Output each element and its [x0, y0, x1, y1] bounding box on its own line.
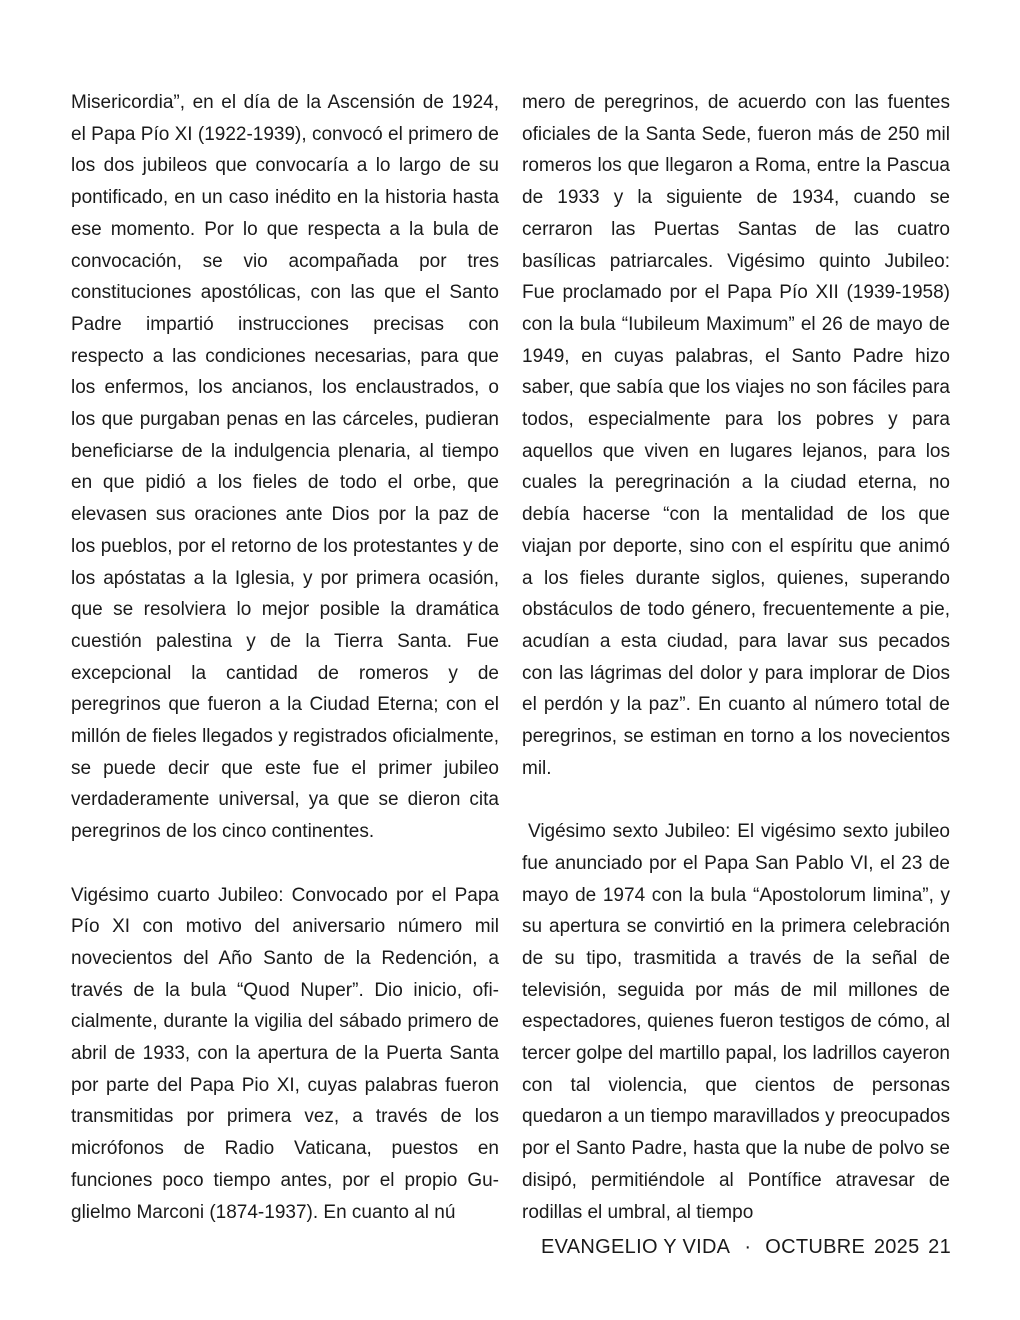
left-column — [71, 87, 499, 1228]
issue-month: OCTUBRE — [765, 1236, 866, 1258]
publication-name: EVANGELIO Y VIDA — [541, 1236, 731, 1258]
body-paragraph: Vigésimo sexto Jubileo: El vigésimo sexto jubileo fue anunciado por el Papa San Pablo VI, el 23 de mayo de 1974 con la bula “Apostolorum limina”, y su apertura se convirtió en la primera celebración de su tipo, trasmitida a través de la señal de televisión, seguida por más de mil millones de espectadores, quienes fueron testigos de cómo, al tercer golpe del martillo papal, los ladrillos cayeron con tal violencia, que cientos de personas quedaron a un tiempo maravillados y preocupados por el Santo Padre, hasta que la nube de polvo se disipó, permitiéndole al Pontífice atravesar de rodillas el umbral, al tiempo — [522, 821, 950, 1223]
body-paragraph: Vigésimo cuarto Jubileo: Convocado por el Papa Pío XI con motivo del aniversario número mil novecientos del Año Santo de la Redención, a través de la bula “Quod Nuper”. Dio inicio, oficialmente, durante la vigilia del sábado primero de abril de 1933, con la apertura de la Puerta Santa por parte del Papa Pio XI, cuyas palabras fueron transmitidas por primera vez, a través de los micrófonos de Radio Vaticana, puestos en funciones poco tiempo antes, por el propio Guglielmo Marconi (1874-1937). En cuanto al nú — [71, 884, 499, 1223]
right-column — [522, 87, 950, 1228]
footer-separator: · — [744, 1236, 752, 1258]
body-paragraph: mero de peregrinos, de acuerdo con las fuentes oficiales de la Santa Sede, fueron más de 250 mil romeros los que llegaron a Roma, entre la Pascua de 1933 y la siguiente de 1934, cuando se cerraron las Puertas Santas de las cuatro basílicas patriarcales. Vigésimo quinto Jubileo: Fue proclamado por el Papa Pío XII (1939-1958) con la bula “Iubileum Maximum” el 26 de mayo de 1949, en cuyas palabras, el Santo Padre hizo saber, que sabía que los viajes no son fáciles para todos, especialmente para los pobres y para aquellos que viven en lugares lejanos, para los cuales la peregrinación a la ciudad eterna, no debía hacerse “con la mentalidad de los que viajan por deporte, sino con el espíritu que animó a los fieles durante siglos, quienes, superando obstáculos de todo género, frecuentemente a pie, acudían a esta ciudad, para lavar sus pecados con las lágrimas del dolor y para implorar de Dios el perdón y la paz”. En cuanto al número total de peregrinos, se estiman en torno a los novecientos mil. — [522, 92, 950, 779]
page-footer — [541, 1236, 951, 1259]
issue-year: 2025 — [873, 1236, 920, 1258]
body-paragraph: Misericordia”, en el día de la Ascensión de 1924, el Papa Pío XI (1922-1939), convocó el primero de los dos jubileos que convocaría a lo largo de su pontificado, en un caso inédito en la historia hasta ese momento. Por lo que respecta a la bula de convocación, se vio acompañada por tres constituciones apostólicas, con las que el Santo Padre impartió instrucciones precisas con respecto a las condiciones necesarias, para que los enfermos, los ancianos, los enclaustrados, o los que purgaban penas en las cárceles, pudieran beneficiarse de la indulgencia plenaria, al tiempo en que pidió a los fieles de todo el orbe, que elevasen sus oraciones ante Dios por la paz de los pueblos, por el retorno de los protestantes y de los apóstatas a la Iglesia, y por primera ocasión, que se resolviera lo mejor posible la dramática cuestión palestina y de la Tierra Santa. Fue excepcional la cantidad de romeros y de peregrinos que fueron a la Ciudad Eterna; con el millón de fieles llegados y registrados oficialmente, se puede decir que este fue el primer jubileo verdaderamente universal, ya que se dieron cita peregrinos de los cinco continentes. — [71, 92, 499, 843]
page-number: 21 — [928, 1236, 951, 1258]
